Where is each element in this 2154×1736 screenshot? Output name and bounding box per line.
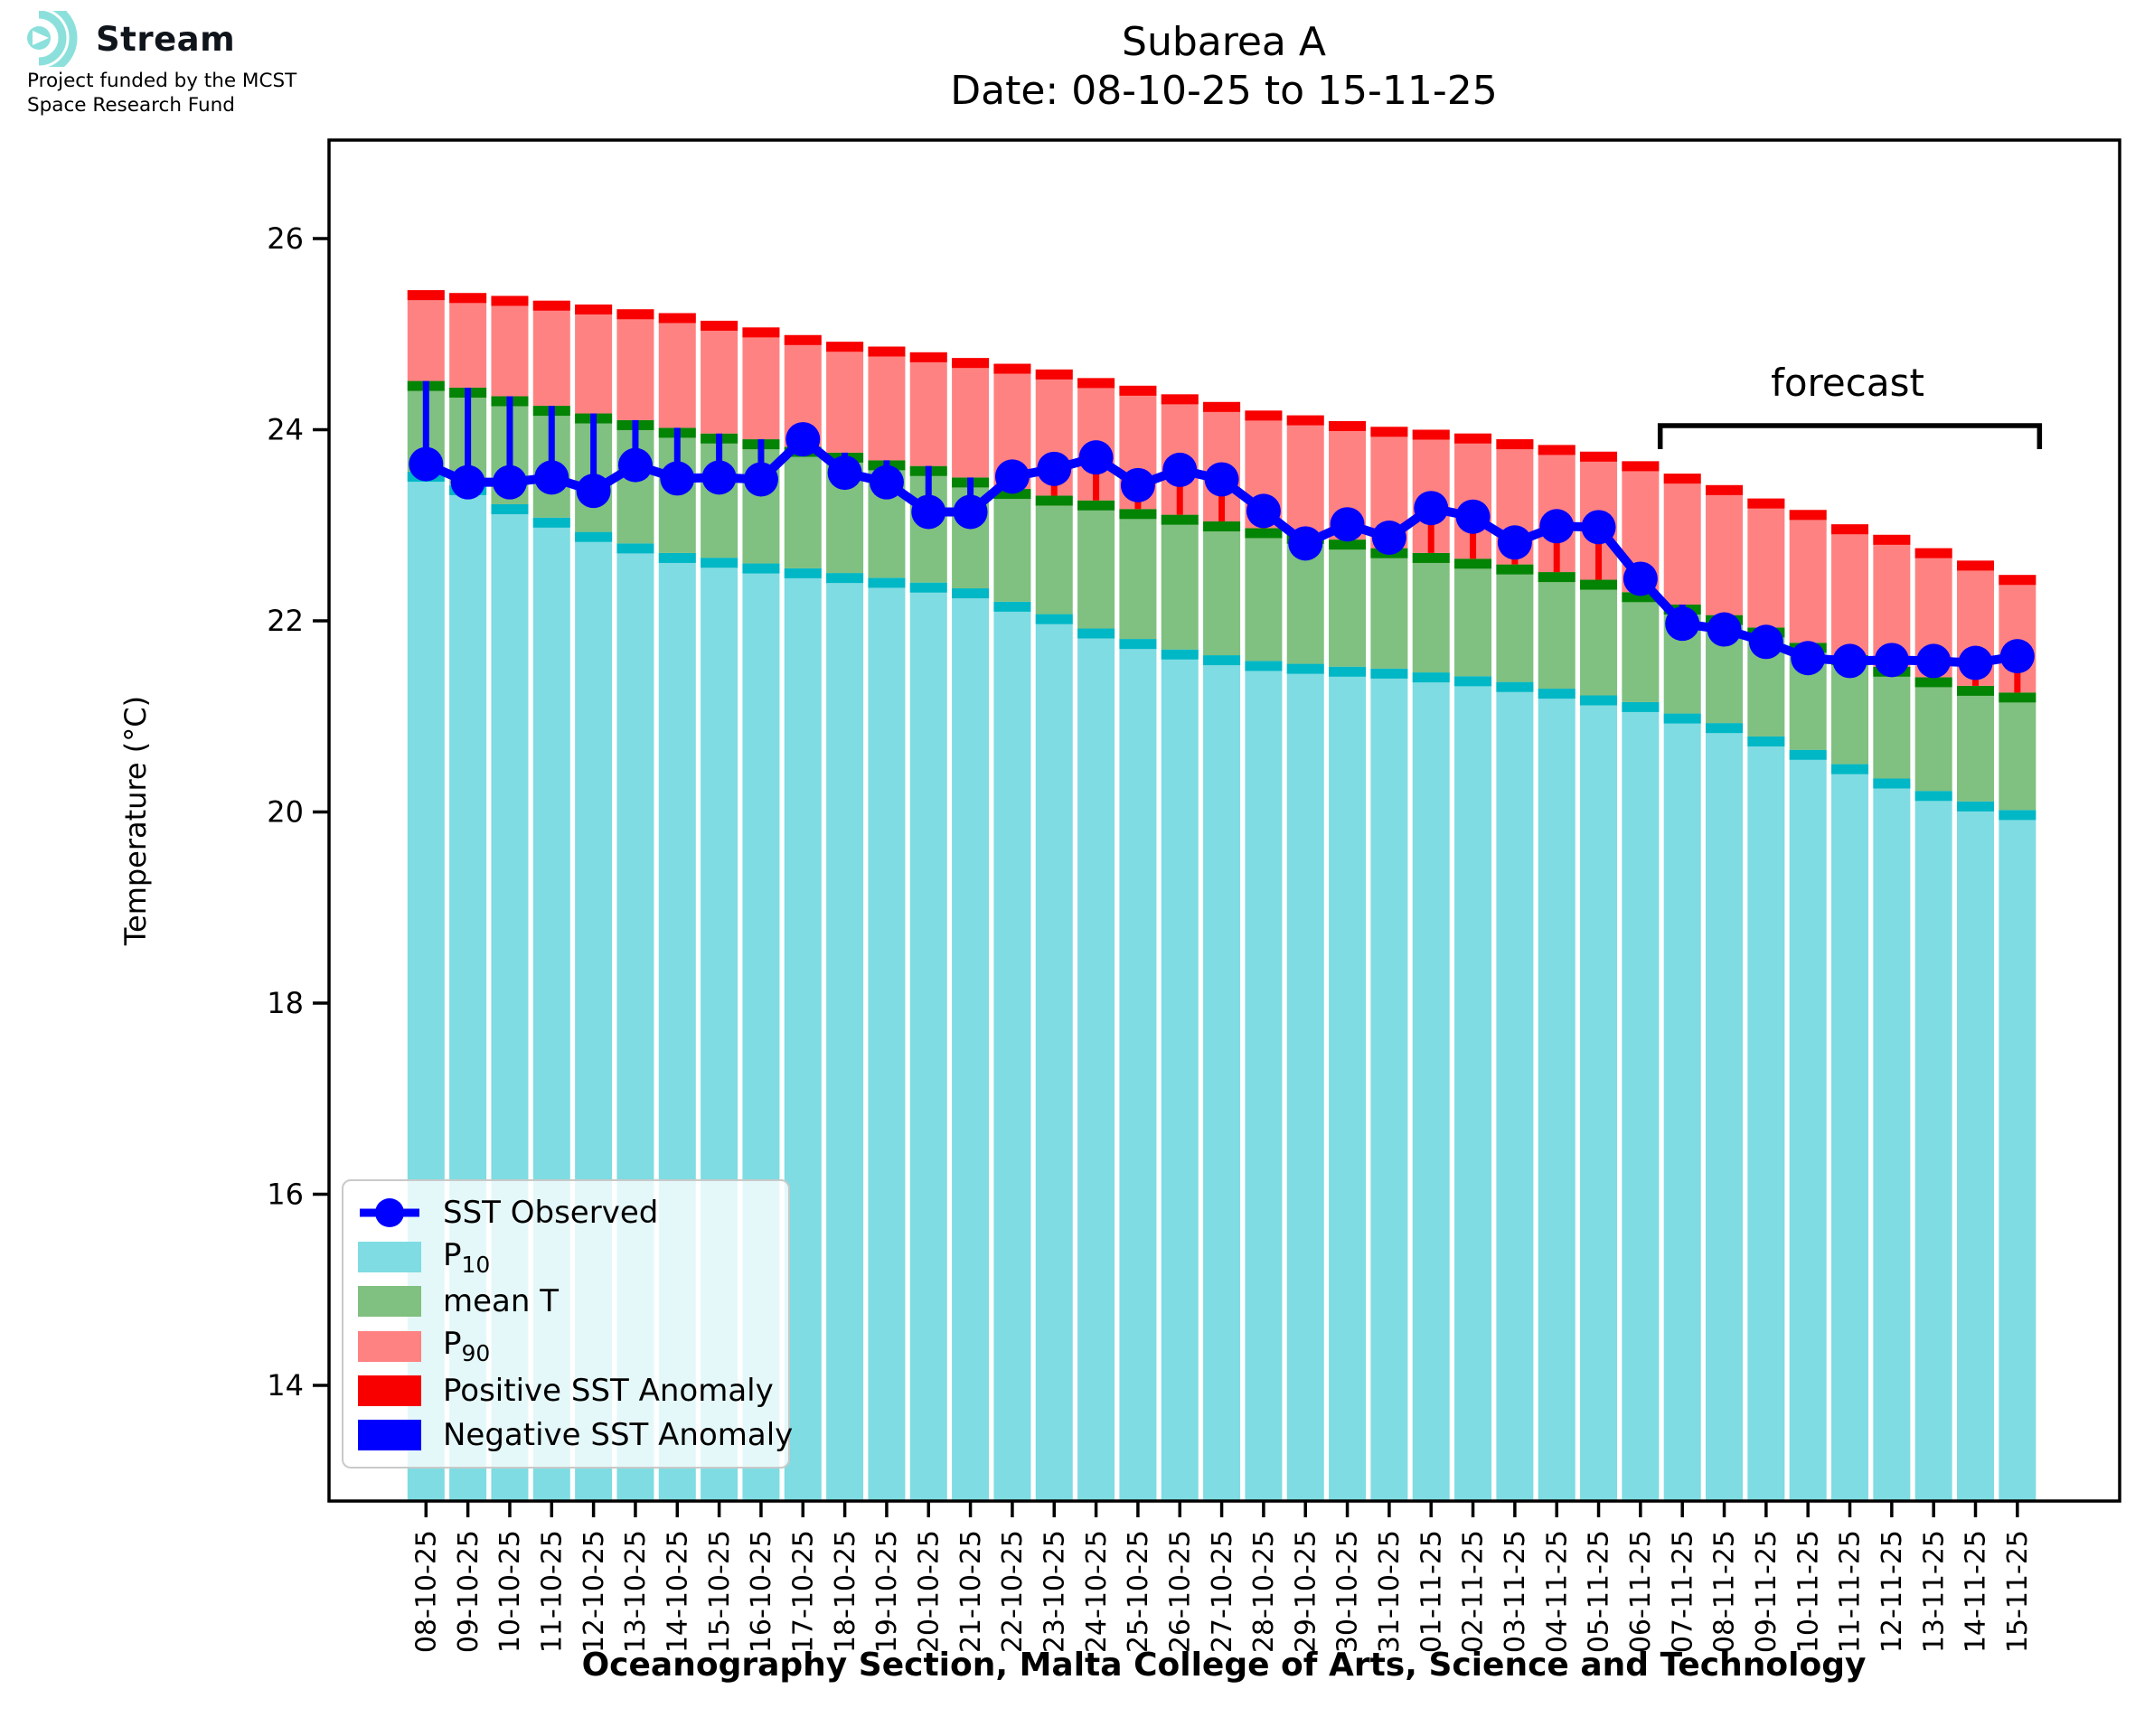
bar-mean-segment — [785, 447, 822, 568]
x-tick-label: 09-10-25 — [452, 1530, 484, 1654]
bar-p90-segment — [910, 352, 947, 466]
bar-p10-segment — [1957, 802, 1994, 1501]
bar-p10-segment — [1370, 669, 1407, 1501]
x-tick-label: 10-10-25 — [494, 1530, 527, 1654]
sst-observed-point — [1833, 643, 1867, 678]
bar-p10-segment — [1496, 682, 1533, 1501]
bar-p90-cap — [491, 296, 528, 305]
bar-mean-cap — [1036, 495, 1073, 505]
legend-item-label: SST Observed — [443, 1194, 659, 1231]
bar-p90-cap — [868, 346, 905, 356]
bar-p10-cap — [826, 573, 863, 583]
logo-subtitle-line2: Space Research Fund — [27, 94, 235, 117]
bar-p90-cap — [1077, 378, 1115, 388]
bar-p10-segment — [1915, 791, 1952, 1501]
bar-p90-segment — [826, 342, 863, 453]
x-tick-label: 10-11-25 — [1792, 1530, 1825, 1654]
sst-observed-point — [2000, 639, 2035, 673]
bar-p10-cap — [1370, 669, 1407, 679]
bar-p90-segment — [742, 327, 779, 439]
bar-mean-cap — [1119, 509, 1156, 519]
sst-observed-point — [577, 474, 611, 508]
bar-p10-segment — [910, 583, 947, 1501]
x-tick-label: 02-11-25 — [1457, 1530, 1490, 1654]
bar-p90-cap — [1790, 510, 1827, 520]
bar-p10-cap — [1119, 639, 1156, 649]
x-tick-label: 17-10-25 — [787, 1530, 820, 1654]
bar-p10-cap — [1538, 689, 1576, 699]
sst-observed-point — [1916, 643, 1951, 678]
x-tick-label: 12-10-25 — [578, 1530, 610, 1654]
legend-item-label: $P_{90}$ — [443, 1326, 491, 1367]
sst-observed-point — [534, 460, 569, 494]
bar-p90-cap — [952, 358, 989, 368]
x-tick-label: 01-11-25 — [1416, 1530, 1448, 1654]
bar-p90-cap — [1831, 524, 1868, 534]
bar-p90-cap — [533, 301, 570, 311]
x-tick-label: 14-11-25 — [1960, 1530, 1992, 1654]
sst-observed-point — [1288, 526, 1322, 560]
y-tick-label: 14 — [267, 1368, 304, 1403]
legend-color-swatch — [358, 1286, 421, 1317]
bar-p10-cap — [1580, 695, 1617, 705]
bar-p10-cap — [868, 577, 905, 587]
sst-observed-point — [1037, 452, 1071, 486]
bar-p10-cap — [1413, 672, 1450, 682]
x-tick-label: 05-11-25 — [1583, 1530, 1615, 1654]
bar-p10-segment — [1287, 664, 1324, 1501]
bar-p90-cap — [1873, 535, 1910, 545]
bar-p90-cap — [742, 327, 779, 337]
x-tick-label: 24-10-25 — [1080, 1530, 1113, 1654]
bar-mean-segment — [1957, 686, 1994, 802]
bar-p10-cap — [1622, 702, 1659, 712]
bar-p10-segment — [1831, 765, 1868, 1501]
bar-p90-cap — [1747, 499, 1784, 509]
legend-color-swatch — [358, 1242, 421, 1272]
y-tick-label: 20 — [267, 794, 304, 830]
legend-item-label: mean T — [443, 1283, 559, 1320]
sst-observed-point — [1456, 500, 1491, 534]
bar-p90-cap — [701, 321, 738, 331]
x-tick-label: 25-10-25 — [1123, 1530, 1155, 1654]
bar-p10-segment — [1664, 714, 1701, 1501]
bar-p10-segment — [1580, 695, 1617, 1501]
sst-observed-point — [660, 461, 694, 495]
bar-p90-cap — [1329, 421, 1366, 431]
chart-legend — [342, 1179, 794, 1469]
x-tick-label: 12-11-25 — [1877, 1530, 1909, 1654]
bar-p90-cap — [1370, 427, 1407, 436]
bar-p10-segment — [1413, 672, 1450, 1501]
brand-name: Stream — [96, 19, 236, 59]
bar-p10-cap — [1162, 650, 1199, 660]
bar-mean-cap — [1580, 580, 1617, 590]
x-tick-label: 03-11-25 — [1500, 1530, 1532, 1654]
bar-p90-cap — [1580, 452, 1617, 462]
bar-mean-cap — [1245, 528, 1282, 538]
sst-observed-point — [1079, 440, 1114, 474]
bar-p10-cap — [1329, 667, 1366, 677]
legend-item-sst-observed — [358, 1191, 774, 1234]
bar-mean-cap — [1538, 572, 1576, 582]
bar-mean-segment — [1245, 528, 1282, 661]
bar-mean-segment — [1622, 592, 1659, 702]
bar-p90-segment — [659, 313, 696, 427]
bar-mean-cap — [1413, 553, 1450, 563]
bar-p10-cap — [1287, 664, 1324, 674]
sst-observed-point — [702, 460, 737, 494]
sst-observed-point — [1162, 453, 1197, 487]
bar-p90-cap — [1706, 485, 1743, 495]
sst-observed-point — [954, 494, 988, 529]
bar-p10-cap — [1203, 655, 1240, 665]
bar-p10-cap — [1036, 615, 1073, 624]
bar-mean-cap — [1915, 677, 1952, 687]
bar-p90-cap — [408, 290, 445, 300]
bar-p10-cap — [1077, 628, 1115, 638]
bar-p10-cap — [1245, 661, 1282, 671]
legend-line-marker — [358, 1196, 421, 1229]
bar-p10-cap — [910, 583, 947, 593]
bar-p90-segment — [408, 290, 445, 380]
sst-observed-point — [1205, 462, 1239, 496]
bar-mean-cap — [1496, 565, 1533, 575]
bar-p90-segment — [1831, 524, 1868, 655]
y-tick-label: 24 — [267, 412, 304, 447]
sst-observed-point — [911, 494, 945, 529]
bar-p90-segment — [1747, 499, 1784, 628]
sst-observed-point — [1623, 561, 1658, 596]
x-tick-label: 09-11-25 — [1751, 1529, 1783, 1654]
x-tick-label: 31-10-25 — [1374, 1530, 1406, 1654]
bar-p90-cap — [1119, 386, 1156, 396]
x-tick-label: 19-10-25 — [871, 1530, 904, 1654]
bar-p90-cap — [785, 335, 822, 345]
bar-p90-segment — [1287, 416, 1324, 534]
bar-p10-cap — [1747, 737, 1784, 746]
bar-p10-segment — [1622, 702, 1659, 1501]
bar-p90-cap — [1999, 575, 2036, 585]
forecast-annotation: forecast — [1771, 361, 1924, 405]
bar-p10-cap — [952, 588, 989, 598]
bar-p90-cap — [1496, 439, 1533, 449]
legend-item-positive-sst-anomaly — [358, 1369, 774, 1412]
bar-p90-cap — [1287, 416, 1324, 426]
bar-p10-segment — [1538, 689, 1576, 1501]
y-axis-label: Temperature (°C) — [118, 695, 153, 946]
bar-p10-segment — [1119, 639, 1156, 1501]
sst-observed-point — [995, 459, 1030, 493]
sst-observed-point — [1749, 624, 1783, 659]
bar-p10-segment — [1706, 723, 1743, 1501]
sst-observed-point — [493, 465, 527, 500]
bar-p90-segment — [533, 301, 570, 406]
bar-p10-segment — [1162, 650, 1199, 1501]
bar-p90-segment — [1664, 474, 1701, 605]
x-tick-label: 08-10-25 — [410, 1530, 443, 1654]
bar-mean-segment — [1203, 521, 1240, 655]
bar-p10-segment — [1329, 667, 1366, 1501]
bar-mean-segment — [1915, 677, 1952, 791]
legend-item-p10 — [358, 1235, 774, 1279]
bar-p10-cap — [701, 558, 738, 568]
bar-mean-segment — [993, 489, 1030, 602]
bar-mean-cap — [1957, 686, 1994, 696]
x-tick-label: 06-11-25 — [1625, 1530, 1658, 1654]
forecast-bracket — [1660, 426, 2040, 449]
bar-p90-cap — [910, 352, 947, 362]
x-tick-label: 23-10-25 — [1039, 1530, 1071, 1654]
bar-mean-segment — [1036, 495, 1073, 614]
sst-observed-point — [1875, 643, 1909, 677]
bar-p90-cap — [575, 305, 612, 314]
chart-title-block — [950, 18, 1498, 115]
bar-p10-cap — [1706, 723, 1743, 733]
bar-p90-cap — [1162, 394, 1199, 404]
x-tick-label: 28-10-25 — [1248, 1530, 1281, 1654]
x-tick-label: 13-10-25 — [620, 1530, 653, 1654]
bar-mean-segment — [1162, 515, 1199, 650]
x-tick-label: 14-10-25 — [662, 1530, 694, 1654]
bar-p90-cap — [1036, 370, 1073, 380]
bar-mean-segment — [1077, 501, 1115, 629]
bar-p90-cap — [1915, 549, 1952, 558]
bar-mean-cap — [1454, 558, 1491, 568]
bar-p90-cap — [1413, 430, 1450, 440]
bar-p10-segment — [826, 573, 863, 1501]
x-tick-label: 22-10-25 — [997, 1530, 1030, 1654]
bar-p90-cap — [1622, 461, 1659, 471]
sst-observed-point — [1539, 509, 1574, 543]
bar-p10-cap — [993, 602, 1030, 612]
bar-p10-segment — [1036, 615, 1073, 1501]
legend-color-swatch — [358, 1420, 421, 1450]
sst-observed-point — [828, 455, 862, 490]
bar-p90-segment — [491, 296, 528, 396]
sst-observed-point — [870, 465, 904, 500]
bar-mean-segment — [1119, 509, 1156, 639]
bar-p10-segment — [952, 588, 989, 1501]
bar-p90-segment — [1790, 510, 1827, 643]
sst-observed-point — [1121, 468, 1155, 502]
sst-observed-point — [1582, 510, 1616, 544]
bar-p90-cap — [659, 313, 696, 323]
bar-p90-cap — [1538, 445, 1576, 455]
x-tick-label: 18-10-25 — [829, 1530, 861, 1654]
bar-p10-segment — [1454, 676, 1491, 1501]
bar-p10-cap — [616, 543, 654, 553]
x-tick-label: 15-10-25 — [703, 1530, 736, 1654]
x-tick-label: 15-11-25 — [2002, 1530, 2035, 1654]
bar-mean-segment — [1538, 572, 1576, 689]
bar-mean-segment — [1413, 553, 1450, 672]
bar-p90-cap — [993, 364, 1030, 374]
legend-item-label: Positive SST Anomaly — [443, 1372, 774, 1409]
bar-p10-segment — [1790, 750, 1827, 1501]
x-tick-label: 13-11-25 — [1918, 1530, 1951, 1654]
bar-mean-segment — [1496, 565, 1533, 682]
bar-mean-segment — [1370, 549, 1407, 669]
bar-mean-cap — [1162, 515, 1199, 525]
y-tick-label: 18 — [267, 986, 304, 1021]
y-tick-label: 22 — [267, 604, 304, 639]
x-tick-label: 20-10-25 — [913, 1530, 945, 1654]
bar-p10-cap — [742, 564, 779, 574]
sst-observed-point — [1498, 525, 1532, 559]
sst-observed-point — [409, 447, 443, 482]
bar-p90-segment — [1706, 485, 1743, 615]
legend-item-negative-sst-anomaly — [358, 1413, 794, 1457]
bar-p90-segment — [952, 358, 989, 477]
sst-observed-point — [618, 448, 653, 483]
legend-color-swatch — [358, 1331, 421, 1362]
bar-p90-segment — [575, 305, 612, 414]
bar-p10-cap — [785, 568, 822, 578]
bar-mean-cap — [1999, 692, 2036, 702]
bar-p10-segment — [1245, 661, 1282, 1501]
legend-item-label: $P_{10}$ — [443, 1236, 491, 1278]
bar-p90-cap — [1454, 434, 1491, 444]
x-tick-label: 11-10-25 — [536, 1530, 569, 1654]
bar-p90-cap — [1203, 402, 1240, 412]
bar-p10-segment — [1203, 655, 1240, 1501]
bar-p10-segment — [1999, 810, 2036, 1501]
bar-mean-segment — [1999, 692, 2036, 810]
bar-p90-cap — [826, 342, 863, 352]
bar-p10-segment — [1747, 737, 1784, 1501]
bar-p10-segment — [868, 577, 905, 1501]
x-tick-label: 29-10-25 — [1290, 1530, 1322, 1654]
chart-title: Subarea A — [1122, 19, 1326, 65]
x-tick-label: 16-10-25 — [746, 1530, 778, 1654]
logo-subtitle-line1: Project funded by the MCST — [27, 70, 297, 92]
sst-observed-point — [1665, 606, 1699, 641]
x-tick-label: 26-10-25 — [1164, 1530, 1197, 1654]
bar-mean-segment — [1580, 580, 1617, 696]
stream-logo — [27, 11, 296, 117]
bar-p10-cap — [1790, 750, 1827, 760]
sst-observed-point — [1707, 613, 1742, 647]
bar-p10-cap — [1957, 802, 1994, 812]
sst-observed-point — [744, 462, 778, 496]
bar-p10-cap — [491, 504, 528, 514]
bar-p90-cap — [1245, 410, 1282, 420]
bar-mean-segment — [1454, 558, 1491, 676]
x-tick-label: 11-11-25 — [1834, 1530, 1867, 1654]
bar-mean-segment — [1873, 667, 1910, 779]
x-tick-label: 27-10-25 — [1206, 1530, 1238, 1654]
bar-p10-segment — [1077, 628, 1115, 1501]
bar-p10-cap — [1496, 682, 1533, 692]
legend-item-mean-t — [358, 1280, 774, 1323]
bar-p10-cap — [1915, 791, 1952, 801]
bar-p10-cap — [659, 553, 696, 563]
bar-p10-cap — [533, 518, 570, 528]
bar-p10-cap — [1664, 714, 1701, 724]
stream-ripple-icon — [27, 11, 92, 67]
bar-mean-segment — [1329, 540, 1366, 667]
bar-p10-cap — [1873, 778, 1910, 788]
legend-item-label: Negative SST Anomaly — [443, 1417, 794, 1454]
x-tick-label: 04-11-25 — [1541, 1530, 1574, 1654]
x-tick-label: 08-11-25 — [1708, 1530, 1741, 1654]
bar-p90-cap — [1664, 474, 1701, 483]
bar-mean-cap — [1077, 501, 1115, 511]
legend-color-swatch — [358, 1375, 421, 1406]
x-tick-label: 21-10-25 — [955, 1530, 987, 1654]
bar-p90-segment — [449, 293, 486, 388]
bar-p10-segment — [993, 602, 1030, 1501]
bar-p10-cap — [1831, 765, 1868, 774]
sst-observed-point — [1414, 491, 1448, 525]
sst-observed-point — [1959, 646, 1993, 680]
x-tick-label: 07-11-25 — [1667, 1530, 1699, 1654]
sst-observed-point — [1791, 641, 1825, 675]
sst-observed-point — [1246, 493, 1281, 528]
chart-subtitle: Date: 08-10-25 to 15-11-25 — [950, 67, 1498, 114]
bar-p10-cap — [1999, 810, 2036, 820]
sst-observed-point — [451, 465, 485, 500]
sst-observed-point — [1372, 521, 1406, 555]
y-tick-label: 26 — [267, 221, 304, 257]
legend-item-p90 — [358, 1325, 774, 1368]
bar-mean-cap — [1203, 521, 1240, 531]
bar-p90-segment — [868, 346, 905, 460]
bar-p10-segment — [1873, 778, 1910, 1501]
sst-observed-point — [785, 422, 820, 456]
bar-p10-cap — [1454, 676, 1491, 686]
bar-p90-cap — [449, 293, 486, 303]
sst-observed-point — [1331, 507, 1365, 541]
bar-p90-segment — [701, 321, 738, 434]
bar-p90-segment — [616, 309, 654, 420]
bar-p10-cap — [575, 532, 612, 542]
bar-p90-cap — [1957, 560, 1994, 570]
bar-p90-cap — [616, 309, 654, 319]
x-tick-label: 30-10-25 — [1331, 1530, 1364, 1654]
y-tick-label: 16 — [267, 1177, 304, 1212]
x-axis-label: Oceanography Section, Malta College of Arts, Science and Technology — [581, 1647, 1867, 1684]
